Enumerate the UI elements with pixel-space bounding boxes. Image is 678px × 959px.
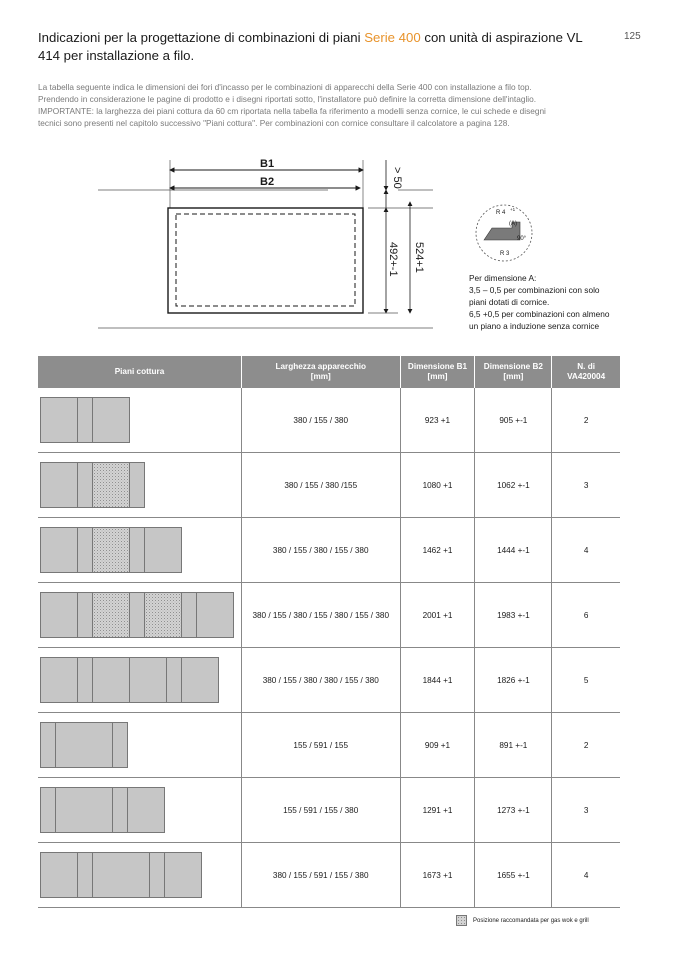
- corner-detail: [470, 200, 550, 270]
- dim-492-label: 492+-1: [387, 242, 399, 277]
- b2-cell: 1273 +-1: [475, 778, 552, 843]
- angle-label: 90°: [517, 236, 527, 242]
- corner-detail-drawing: [470, 200, 550, 270]
- width-cell: 380 / 155 / 591 / 155 / 380: [241, 843, 400, 908]
- width-cell: 380 / 155 / 380 /155: [241, 453, 400, 518]
- b2-cell: 1826 +-1: [475, 648, 552, 713]
- header-larghezza: Larghezza apparecchio [mm]: [241, 356, 400, 388]
- b1-cell: 909 +1: [400, 713, 475, 778]
- hatch-swatch-icon: [456, 915, 467, 926]
- radius-4-sup: +1: [510, 207, 516, 212]
- cutout-outline: [168, 208, 363, 313]
- table-row: [38, 648, 620, 713]
- note-line: piani dotati di cornice.: [469, 297, 550, 307]
- dimension-a-note: [469, 272, 639, 332]
- count-cell: 3: [552, 453, 620, 518]
- table-header-row: [38, 356, 620, 388]
- table-row: [38, 388, 620, 453]
- cutout-diagram: [98, 150, 448, 340]
- width-cell: 155 / 591 / 155: [241, 713, 400, 778]
- appliance-outline: [176, 214, 355, 306]
- combo-visual: [38, 388, 241, 453]
- note-line: 3,5 – 0,5 per combinazioni con solo: [469, 285, 600, 295]
- count-cell: 5: [552, 648, 620, 713]
- b1-cell: 2001 +1: [400, 583, 475, 648]
- title-accent: Serie 400: [364, 30, 421, 45]
- header-n: N. di VA420004: [552, 356, 620, 388]
- combo-visual: [38, 778, 241, 843]
- table-row: [38, 778, 620, 843]
- label-a: (A): [509, 221, 517, 227]
- dim-524-label: 524+1: [413, 242, 425, 273]
- combinations-table: [38, 356, 620, 908]
- table-row: [38, 843, 620, 908]
- b2-cell: 891 +-1: [475, 713, 552, 778]
- page-title: [38, 29, 598, 65]
- b1-label: B1: [260, 158, 275, 170]
- radius-3-label: R 3: [500, 251, 510, 257]
- width-cell: 380 / 155 / 380 / 155 / 380 / 155 / 380: [241, 583, 400, 648]
- count-cell: 2: [552, 713, 620, 778]
- intro-line: IMPORTANTE: la larghezza dei piani cottura da 60 cm riportata nella tabella fa riferimento a modelli senza cornice, le cui schede e disegni: [38, 106, 546, 116]
- b2-label: B2: [260, 176, 275, 188]
- title-part-1: Indicazioni per la progettazione di combinazioni di piani: [38, 30, 365, 45]
- intro-line: tecnici sono presenti nel capitolo successivo "Piani cottura". Per combinazioni con cornice consultare il calcolatore a pagina 128.: [38, 118, 510, 128]
- width-cell: 380 / 155 / 380 / 380 / 155 / 380: [241, 648, 400, 713]
- count-cell: 6: [552, 583, 620, 648]
- legend: [456, 915, 589, 926]
- table-row: [38, 453, 620, 518]
- b1-cell: 1844 +1: [400, 648, 475, 713]
- table-row: [38, 518, 620, 583]
- b1-cell: 923 +1: [400, 388, 475, 453]
- b2-cell: 1655 +-1: [475, 843, 552, 908]
- count-cell: 2: [552, 388, 620, 453]
- combo-visual: [38, 453, 241, 518]
- combo-visual: [38, 713, 241, 778]
- combo-visual: [38, 843, 241, 908]
- table-row: [38, 583, 620, 648]
- page-number: 125: [624, 31, 641, 42]
- dim-50-label: > 50: [391, 167, 403, 189]
- count-cell: 3: [552, 778, 620, 843]
- intro-line: Prendendo in considerazione le pagine di prodotto e i disegni riportati sotto, l'installatore può definire la corretta dimensione dell'intaglio.: [38, 94, 537, 104]
- width-cell: 380 / 155 / 380 / 155 / 380: [241, 518, 400, 583]
- count-cell: 4: [552, 518, 620, 583]
- note-line: 6,5 +0,5 per combinazioni con almeno: [469, 309, 610, 319]
- cutout-drawing: [98, 150, 448, 340]
- note-line: Per dimensione A:: [469, 273, 537, 283]
- b1-cell: 1462 +1: [400, 518, 475, 583]
- b1-cell: 1673 +1: [400, 843, 475, 908]
- combo-visual: [38, 518, 241, 583]
- b2-cell: 1062 +-1: [475, 453, 552, 518]
- header-b2: Dimensione B2 [mm]: [475, 356, 552, 388]
- table-row: [38, 713, 620, 778]
- b1-cell: 1080 +1: [400, 453, 475, 518]
- width-cell: 380 / 155 / 380: [241, 388, 400, 453]
- combo-visual: [38, 583, 241, 648]
- header-piani: Piani cottura: [38, 356, 241, 388]
- legend-text: Posizione raccomandata per gas wok e grill: [473, 917, 589, 924]
- b2-cell: 905 +-1: [475, 388, 552, 453]
- b2-cell: 1983 +-1: [475, 583, 552, 648]
- header-b1: Dimensione B1 [mm]: [400, 356, 475, 388]
- title-part-2: con unità di aspirazione VL 414 per installazione a filo.: [38, 30, 583, 63]
- count-cell: 4: [552, 843, 620, 908]
- note-line: un piano a induzione senza cornice: [469, 321, 600, 331]
- width-cell: 155 / 591 / 155 / 380: [241, 778, 400, 843]
- combo-visual: [38, 648, 241, 713]
- b2-cell: 1444 +-1: [475, 518, 552, 583]
- intro-line: La tabella seguente indica le dimensioni dei fori d'incasso per le combinazioni di apparecchi della Serie 400 con installazione a filo top.: [38, 82, 532, 92]
- intro-text: [38, 81, 628, 129]
- radius-4-label: R 4: [496, 210, 506, 216]
- b1-cell: 1291 +1: [400, 778, 475, 843]
